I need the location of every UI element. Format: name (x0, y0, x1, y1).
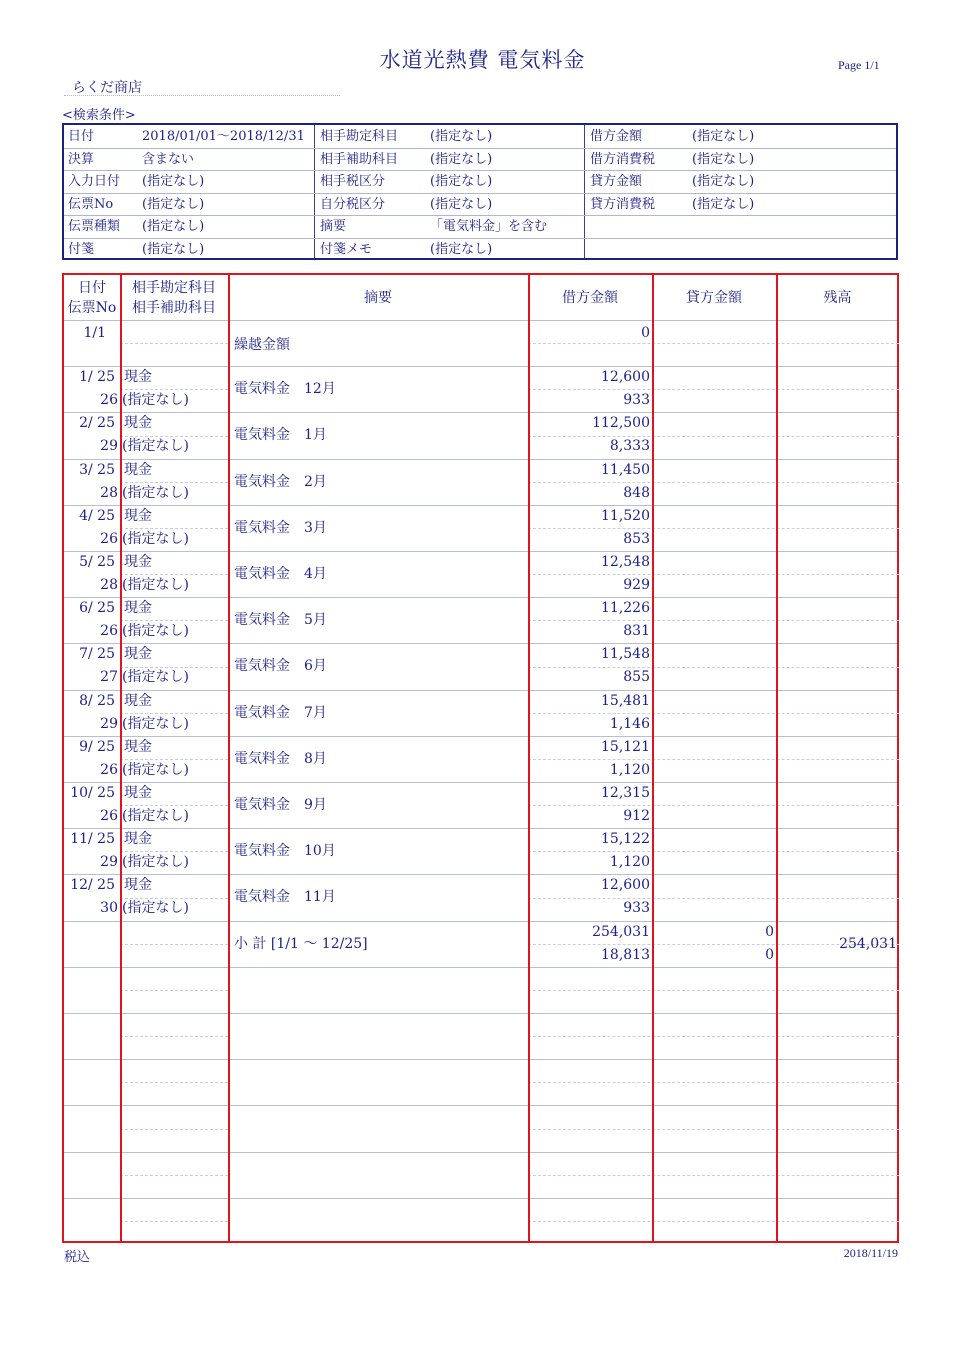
entry-account: 現金 (124, 646, 152, 663)
search-key: 入力日付 (68, 174, 121, 189)
entry-account: 現金 (124, 415, 152, 432)
entry-description: 電気料金 6月 (234, 658, 327, 675)
search-key: 貸方消費税 (590, 196, 656, 212)
entry-debit: 15,481 (601, 692, 650, 709)
search-value: (指定なし) (692, 151, 755, 167)
search-value: (指定なし) (692, 129, 755, 144)
search-value: (指定なし) (430, 241, 493, 257)
search-value: (指定なし) (692, 174, 755, 189)
entry-debit: 12,600 (601, 369, 650, 386)
entry-debit-tax: 933 (623, 392, 650, 409)
search-key: 伝票種類 (68, 219, 121, 234)
search-value: (指定なし) (430, 196, 493, 212)
header-voucher-no: 伝票No (67, 300, 117, 316)
search-value: (指定なし) (692, 196, 755, 212)
entry-date: 12/ 25 (70, 877, 115, 894)
table-row-divider (64, 736, 897, 737)
table-row-divider (64, 967, 897, 968)
table-column-divider (228, 275, 230, 1241)
table-row-divider (64, 320, 897, 321)
entry-account: 現金 (124, 785, 152, 801)
entry-debit: 12,600 (601, 877, 650, 894)
entry-debit: 11,450 (601, 461, 650, 478)
entry-debit: 11,520 (601, 507, 650, 524)
search-key: 決算 (68, 151, 95, 167)
entry-debit-tax: 929 (623, 577, 650, 593)
table-row-divider (64, 1152, 897, 1153)
entry-date: 5/ 25 (79, 554, 115, 570)
header-description: 摘要 (364, 290, 392, 306)
table-half-divider (120, 343, 228, 344)
tax-mode-label: 税込 (64, 1250, 91, 1265)
table-row-divider (64, 1105, 897, 1106)
table-half-divider (120, 1036, 228, 1037)
entry-debit: 15,121 (601, 738, 650, 755)
entry-sub-account: (指定なし) (122, 761, 189, 778)
entry-account: 現金 (124, 738, 152, 755)
subtotal-label: 小 計 [1/1 ～ 12/25] (234, 935, 368, 952)
table-row-divider (64, 1198, 897, 1199)
table-row-divider (64, 643, 897, 644)
entry-debit-tax: 1,120 (609, 854, 650, 871)
table-row-divider (64, 828, 897, 829)
entry-account: 現金 (124, 554, 152, 570)
entry-sub-account: (指定なし) (122, 623, 189, 640)
search-value: (指定なし) (142, 196, 205, 212)
entry-description: 電気料金 10月 (234, 843, 336, 860)
search-key: 付箋 (68, 241, 95, 257)
entry-date: 4/ 25 (79, 507, 115, 524)
entry-description: 電気料金 5月 (234, 612, 327, 629)
entry-account: 現金 (124, 877, 152, 894)
entry-debit-tax: 933 (623, 900, 650, 917)
entry-sub-account: (指定なし) (122, 438, 189, 455)
table-half-divider (120, 1175, 228, 1176)
table-half-divider (528, 1221, 899, 1222)
entry-voucher-no: 26 (100, 623, 118, 640)
subtotal-debit: 254,031 (592, 923, 650, 940)
entry-voucher-no: 26 (100, 761, 118, 778)
entry-date: 11/ 25 (70, 831, 115, 848)
search-key: 伝票No (68, 196, 114, 212)
search-key: 相手勘定科目 (320, 129, 399, 144)
header-account: 相手勘定科目 (132, 280, 216, 296)
entry-date: 1/ 25 (79, 369, 115, 386)
entry-debit-tax: 1,120 (609, 761, 650, 778)
entry-account: 現金 (124, 831, 152, 848)
search-value: 2018/01/01～2018/12/31 (142, 129, 305, 144)
search-value: (指定なし) (142, 241, 205, 257)
subtotal-credit-tax: 0 (765, 946, 774, 963)
search-key: 借方金額 (590, 129, 643, 144)
entry-voucher-no: 26 (100, 392, 118, 409)
search-value: (指定なし) (142, 219, 205, 234)
table-row-divider (64, 412, 897, 413)
table-row-divider (64, 874, 897, 875)
entry-voucher-no: 29 (100, 438, 118, 455)
subtotal-debit-tax: 18,813 (601, 946, 650, 963)
search-conditions-box (62, 123, 898, 260)
entry-date: 10/ 25 (70, 785, 115, 801)
search-key: 借方消費税 (590, 151, 656, 167)
report-title: 水道光熱費 電気料金 (379, 48, 586, 72)
entry-description: 電気料金 9月 (234, 797, 327, 813)
table-row-divider (64, 597, 897, 598)
entry-voucher-no: 28 (100, 484, 118, 501)
carry-debit: 0 (641, 325, 650, 341)
entry-debit-tax: 853 (623, 530, 650, 547)
table-half-divider (528, 1036, 899, 1037)
entry-debit-tax: 848 (623, 484, 650, 501)
search-value: (指定なし) (430, 129, 493, 144)
entry-voucher-no: 29 (100, 715, 118, 732)
search-value: (指定なし) (430, 174, 493, 189)
entry-sub-account: (指定なし) (122, 484, 189, 501)
table-row-divider (64, 782, 897, 783)
entry-debit-tax: 1,146 (609, 715, 650, 732)
entry-voucher-no: 26 (100, 808, 118, 824)
entry-description: 電気料金 7月 (234, 704, 327, 721)
entry-description: 電気料金 11月 (234, 889, 336, 906)
entry-sub-account: (指定なし) (122, 392, 189, 409)
entry-sub-account: (指定なし) (122, 577, 189, 593)
carry-description: 繰越金額 (234, 337, 290, 353)
table-row-divider (64, 459, 897, 460)
search-key: 相手補助科目 (320, 151, 399, 167)
entry-debit-tax: 831 (623, 623, 650, 640)
table-half-divider (120, 944, 228, 945)
entry-sub-account: (指定なし) (122, 715, 189, 732)
print-date: 2018/11/19 (843, 1246, 898, 1260)
entry-account: 現金 (124, 369, 152, 386)
entry-sub-account: (指定なし) (122, 808, 189, 824)
subtotal-balance: 254,031 (839, 935, 897, 952)
search-key: 自分税区分 (320, 196, 386, 212)
header-debit: 借方金額 (562, 290, 618, 306)
table-column-divider (776, 275, 778, 1241)
entry-debit: 112,500 (592, 415, 650, 432)
entry-date: 6/ 25 (79, 600, 115, 617)
entry-voucher-no: 29 (100, 854, 118, 871)
entry-voucher-no: 26 (100, 530, 118, 547)
entry-voucher-no: 30 (100, 900, 118, 917)
table-row-divider (64, 1059, 897, 1060)
table-half-divider (120, 1129, 228, 1130)
subtotal-credit: 0 (765, 923, 774, 940)
table-half-divider (528, 1129, 899, 1130)
entry-date: 8/ 25 (79, 692, 115, 709)
entry-voucher-no: 27 (100, 669, 118, 686)
entry-sub-account: (指定なし) (122, 530, 189, 547)
company-name: らくだ商店 (72, 80, 142, 96)
header-balance: 残高 (823, 290, 852, 306)
search-value: 「電気料金」を含む (430, 219, 548, 234)
entry-description: 電気料金 12月 (234, 381, 336, 398)
entry-description: 電気料金 2月 (234, 473, 327, 490)
company-underline (64, 95, 340, 96)
entry-debit: 11,548 (601, 646, 650, 663)
table-half-divider (528, 1082, 899, 1083)
search-key: 貸方金額 (590, 174, 643, 189)
table-half-divider (528, 990, 899, 991)
table-row-divider (64, 690, 897, 691)
entry-voucher-no: 28 (100, 577, 118, 593)
table-half-divider (120, 1082, 228, 1083)
entry-debit: 15,122 (601, 831, 650, 848)
search-key: 日付 (68, 129, 95, 144)
entry-date: 3/ 25 (79, 461, 115, 478)
search-value: (指定なし) (430, 151, 493, 167)
table-row-divider (64, 551, 897, 552)
entry-description: 電気料金 4月 (234, 566, 327, 582)
entry-account: 現金 (124, 600, 152, 617)
search-value: 含まない (142, 151, 195, 167)
entry-account: 現金 (124, 692, 152, 709)
entry-description: 電気料金 8月 (234, 750, 327, 767)
entry-debit: 12,548 (601, 554, 650, 570)
table-half-divider (120, 1221, 228, 1222)
search-value: (指定なし) (142, 174, 205, 189)
entry-debit-tax: 912 (623, 808, 650, 824)
entry-date: 9/ 25 (79, 738, 115, 755)
table-half-divider (528, 1175, 899, 1176)
header-sub-account: 相手補助科目 (132, 300, 216, 316)
table-row-divider (64, 505, 897, 506)
entry-account: 現金 (124, 461, 152, 478)
page-number: Page 1/1 (838, 58, 880, 72)
entry-sub-account: (指定なし) (122, 900, 189, 917)
carry-date: 1/1 (83, 325, 106, 341)
entry-account: 現金 (124, 507, 152, 524)
table-row-divider (64, 1013, 897, 1014)
ledger-table (62, 273, 899, 1243)
search-key: 相手税区分 (320, 174, 386, 189)
search-key: 摘要 (320, 219, 347, 234)
entry-date: 7/ 25 (79, 646, 115, 663)
entry-sub-account: (指定なし) (122, 669, 189, 686)
entry-debit: 11,226 (601, 600, 650, 617)
entry-sub-account: (指定なし) (122, 854, 189, 871)
entry-date: 2/ 25 (79, 415, 115, 432)
header-credit: 貸方金額 (686, 290, 742, 306)
header-date: 日付 (78, 280, 106, 296)
table-row-divider (64, 366, 897, 367)
search-key: 付箋メモ (320, 241, 373, 257)
entry-debit: 12,315 (601, 785, 650, 801)
entry-description: 電気料金 1月 (234, 427, 327, 444)
table-column-divider (652, 275, 654, 1241)
search-conditions-label: <検索条件> (62, 108, 136, 123)
entry-debit-tax: 8,333 (609, 438, 650, 455)
table-half-divider (120, 990, 228, 991)
entry-debit-tax: 855 (623, 669, 650, 686)
entry-description: 電気料金 3月 (234, 519, 327, 536)
